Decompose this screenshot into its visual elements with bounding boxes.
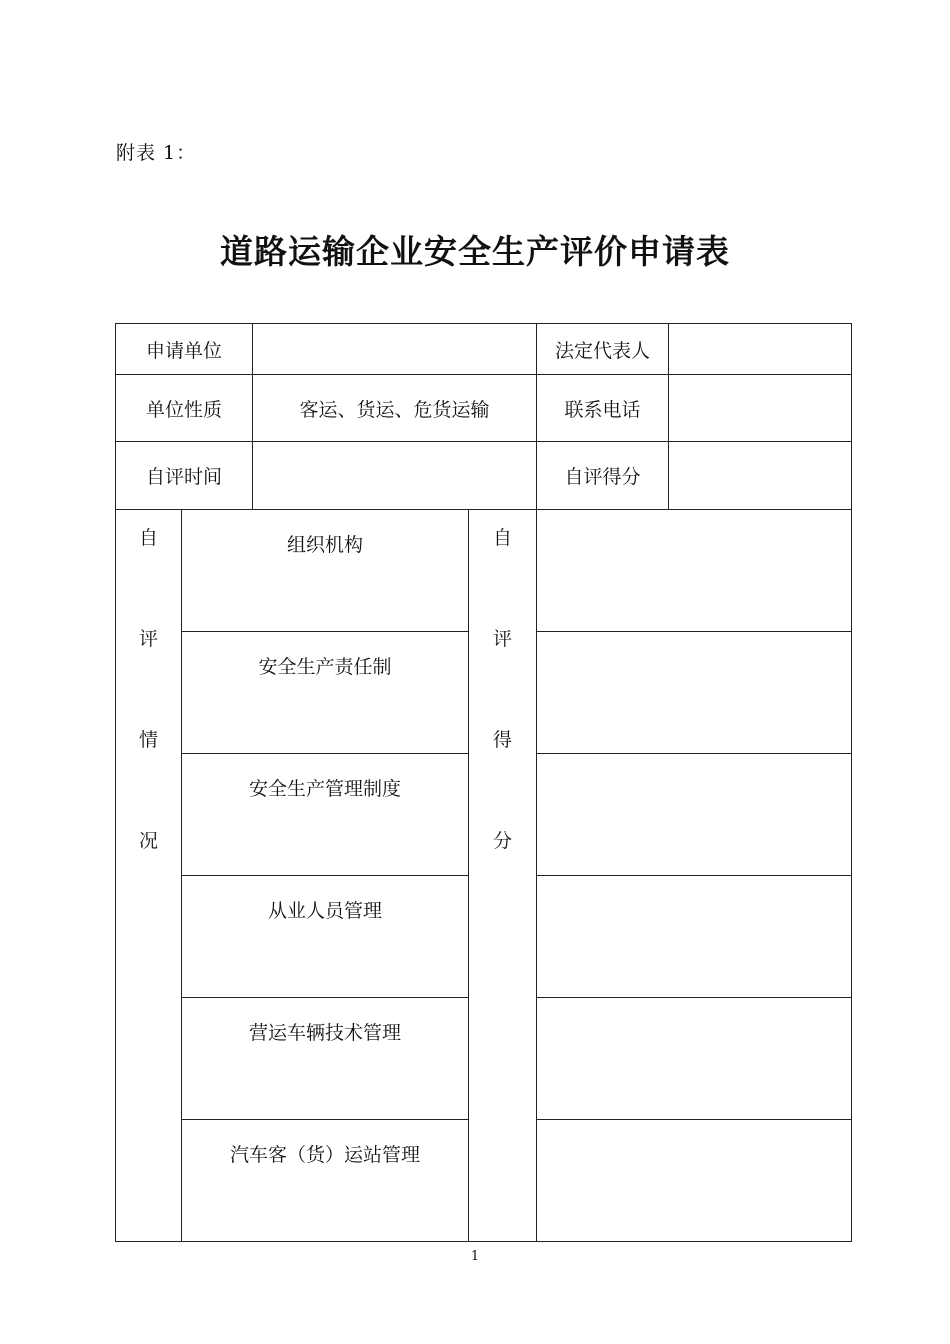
applicant-label: 申请单位 bbox=[116, 324, 253, 375]
eval-score-cell[interactable] bbox=[537, 998, 852, 1120]
nature-field[interactable]: 客运、货运、危货运输 bbox=[253, 375, 537, 442]
vertical-char: 情 bbox=[138, 729, 158, 751]
table-row bbox=[116, 375, 852, 442]
vertical-char: 评 bbox=[493, 628, 513, 650]
table-row bbox=[116, 324, 852, 375]
vertical-char: 自 bbox=[138, 527, 158, 549]
eval-score-field[interactable] bbox=[669, 442, 852, 510]
vertical-char: 分 bbox=[493, 830, 513, 852]
eval-score-cell[interactable] bbox=[537, 510, 852, 632]
eval-time-label: 自评时间 bbox=[116, 442, 253, 510]
vertical-char: 评 bbox=[138, 628, 158, 650]
eval-item-label: 安全生产管理制度 bbox=[182, 754, 469, 876]
page-number: 1 bbox=[470, 1249, 480, 1264]
self-eval-situation-header bbox=[116, 510, 182, 1242]
eval-score-cell[interactable] bbox=[537, 754, 852, 876]
application-form-table bbox=[115, 323, 852, 1242]
phone-field[interactable] bbox=[669, 375, 852, 442]
eval-item-label: 汽车客（货）运站管理 bbox=[182, 1120, 469, 1242]
page-title: 道路运输企业安全生产评价申请表 bbox=[220, 232, 730, 271]
legal-rep-field[interactable] bbox=[669, 324, 852, 375]
self-eval-score-header bbox=[469, 510, 537, 1242]
attachment-label: 附表 1： bbox=[116, 142, 197, 164]
phone-label: 联系电话 bbox=[537, 375, 669, 442]
vertical-char: 自 bbox=[493, 527, 513, 549]
eval-item-label: 组织机构 bbox=[182, 510, 469, 632]
eval-score-cell[interactable] bbox=[537, 876, 852, 998]
vertical-char: 况 bbox=[138, 830, 158, 852]
nature-label: 单位性质 bbox=[116, 375, 253, 442]
eval-score-cell[interactable] bbox=[537, 632, 852, 754]
legal-rep-label: 法定代表人 bbox=[537, 324, 669, 375]
table-row bbox=[116, 510, 852, 632]
eval-time-field[interactable] bbox=[253, 442, 537, 510]
eval-score-cell[interactable] bbox=[537, 1120, 852, 1242]
eval-item-label: 营运车辆技术管理 bbox=[182, 998, 469, 1120]
eval-item-label: 从业人员管理 bbox=[182, 876, 469, 998]
eval-score-label: 自评得分 bbox=[537, 442, 669, 510]
vertical-char: 得 bbox=[493, 729, 513, 751]
applicant-field[interactable] bbox=[253, 324, 537, 375]
table-row bbox=[116, 442, 852, 510]
eval-item-label: 安全生产责任制 bbox=[182, 632, 469, 754]
